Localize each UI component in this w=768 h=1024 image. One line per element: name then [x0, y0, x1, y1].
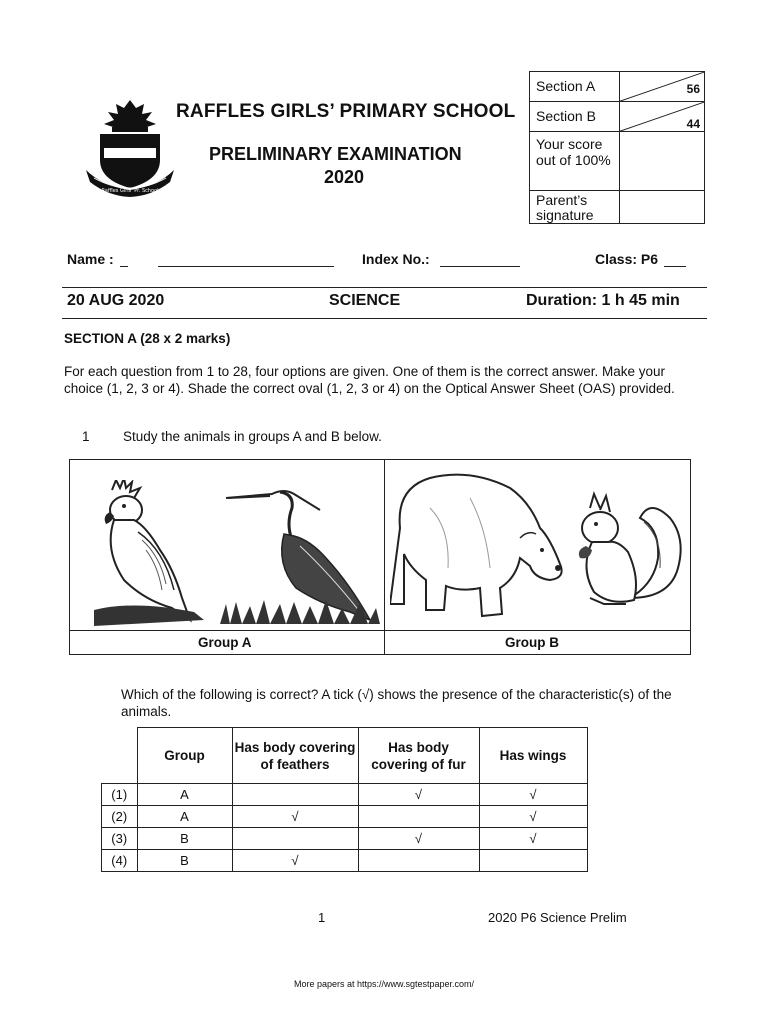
name-line-short [120, 266, 128, 267]
group-b-label: Group B [505, 635, 559, 650]
section-a-instructions: For each question from 1 to 28, four options are given. One of them is the correct answer. Make your choice (1, 2, 3 or 4). Shade the correct oval (1, 2, 3 or 4) on the Optical Answer Sheet (OAS) provided. [64, 364, 675, 396]
fur-cell: √ [358, 784, 479, 806]
animal-pictures-box [69, 459, 691, 655]
header-feathers: Has body covering of feathers [232, 728, 358, 784]
answer-options-table [101, 727, 588, 872]
header-wings: Has wings [479, 728, 587, 784]
exam-title: PRELIMINARY EXAMINATION [209, 144, 462, 164]
feathers-cell: √ [232, 850, 358, 872]
group-cell: B [137, 850, 232, 872]
score-total-section-a: 56 [686, 82, 700, 96]
section-a-title: SECTION A (28 x 2 marks) [64, 331, 231, 346]
wings-cell: √ [479, 828, 587, 850]
class-input-line[interactable] [664, 266, 686, 267]
index-label: Index No.: [362, 251, 430, 267]
wings-cell: √ [479, 784, 587, 806]
exam-year: 2020 [324, 167, 365, 187]
school-crest-logo [82, 98, 178, 198]
option-number: (4) [102, 850, 138, 872]
group-cell: A [137, 806, 232, 828]
class-label: Class: P6 [595, 251, 659, 267]
squirrel-image [570, 488, 686, 618]
cockatoo-image [94, 480, 214, 626]
polar-bear-image [390, 468, 570, 628]
table-row [102, 850, 588, 872]
question-number: 1 [82, 429, 90, 444]
question-followup: Which of the following is correct? A tick (√) shows the presence of the characteristic(s) of the animals. [121, 687, 672, 719]
index-input-line[interactable] [440, 266, 520, 267]
feathers-cell: √ [232, 806, 358, 828]
crest-motto: Raffles Girls' Pr. School [101, 188, 159, 194]
wings-cell [479, 850, 587, 872]
feathers-cell [232, 828, 358, 850]
score-label-total: Your score out of 100% [530, 132, 620, 190]
name-label: Name : [67, 251, 114, 267]
top-rule [62, 287, 707, 288]
question-prompt: Study the animals in groups A and B below. [123, 429, 382, 444]
exam-subject: SCIENCE [329, 292, 401, 309]
header-group: Group [137, 728, 232, 784]
score-table [529, 71, 705, 224]
score-cell-section-b[interactable] [619, 102, 704, 132]
paper-name: 2020 P6 Science Prelim [488, 910, 627, 925]
option-number: (2) [102, 806, 138, 828]
name-input-line[interactable] [158, 266, 334, 267]
parent-signature-cell[interactable] [619, 190, 704, 223]
group-a-label: Group A [198, 635, 252, 650]
exam-date: 20 AUG 2020 [67, 292, 165, 309]
option-number: (3) [102, 828, 138, 850]
group-cell: A [137, 784, 232, 806]
score-label-section-b: Section B [530, 102, 620, 132]
score-cell-total[interactable] [619, 132, 704, 190]
option-number: (1) [102, 784, 138, 806]
page-number: 1 [318, 910, 326, 925]
score-label-parent-signature: Parent’s signature [530, 190, 620, 223]
header-fur: Has body covering of fur [358, 728, 479, 784]
score-total-section-b: 44 [686, 117, 700, 132]
score-cell-section-a[interactable] [619, 72, 704, 102]
score-label-section-a: Section A [530, 72, 620, 102]
more-papers-link[interactable]: More papers at https://www.sgtestpaper.com/ [293, 979, 475, 989]
table-row [102, 784, 588, 806]
table-row [102, 806, 588, 828]
fur-cell [358, 806, 479, 828]
group-cell: B [137, 828, 232, 850]
feathers-cell [232, 784, 358, 806]
school-name: RAFFLES GIRLS’ PRIMARY SCHOOL [176, 101, 516, 122]
exam-duration: Duration: 1 h 45 min [526, 292, 680, 309]
heron-image [220, 484, 380, 630]
fur-cell: √ [358, 828, 479, 850]
wings-cell: √ [479, 806, 587, 828]
table-row [102, 828, 588, 850]
bottom-rule [62, 318, 707, 319]
fur-cell [358, 850, 479, 872]
